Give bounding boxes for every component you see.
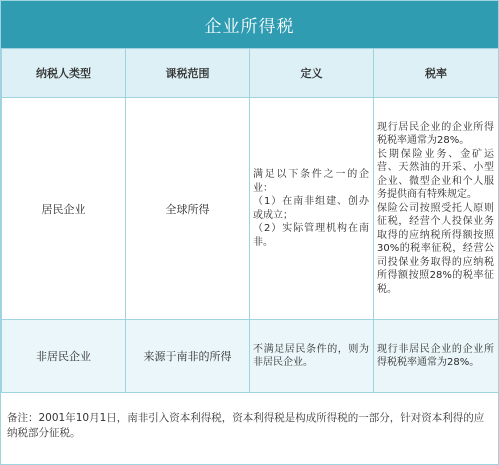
taxpayer-type-cell: 非居民企业 bbox=[2, 320, 126, 393]
tax-rate-text: 现行居民企业的企业所得税税率通常为28%。 bbox=[377, 121, 494, 147]
tax-rate-text: 长期保险业务、金矿运营、天然油的开采、小型企业、微型企业和个人服务提供商有特殊规定。 bbox=[377, 148, 494, 201]
taxpayer-type-cell: 居民企业 bbox=[2, 98, 126, 320]
table-row bbox=[2, 320, 499, 393]
footnote: 备注：2001年10月1日，南非引入资本利得税，资本利得税是构成所得税的一部分，针对资本利得的应纳税部分征税。 bbox=[7, 412, 485, 439]
tax-rate-cell bbox=[374, 98, 499, 320]
tax-scope-cell: 来源于南非的所得 bbox=[126, 320, 250, 393]
tax-rate-text: 现行非居民企业的企业所得税税率通常为28%。 bbox=[377, 343, 494, 368]
table-row bbox=[2, 98, 499, 320]
definition-cell bbox=[250, 320, 374, 393]
definition-cell bbox=[250, 98, 374, 320]
tax-rate-text: 保险公司按照受托人原则征税，经营个人投保业务取得的应纳税所得额按照30%的税率征税，经营公司投保业务取得的应纳税所得额按照28%的税率征税。 bbox=[377, 202, 494, 295]
tax-scope-cell: 全球所得 bbox=[126, 98, 250, 320]
column-header-definition: 定义 bbox=[250, 49, 374, 98]
definition-text: 满足以下条件之一的企业： bbox=[253, 169, 369, 194]
definition-text: （2）实际管理机构在南非。 bbox=[253, 223, 369, 248]
corporate-income-tax-table bbox=[1, 48, 499, 393]
page-title: 企业所得税 bbox=[1, 1, 498, 48]
column-header-tax-rate: 税率 bbox=[374, 49, 499, 98]
tax-rate-cell bbox=[374, 320, 499, 393]
column-header-tax-scope: 课税范围 bbox=[126, 49, 250, 98]
column-header-taxpayer-type: 纳税人类型 bbox=[2, 49, 126, 98]
definition-text: 不满足居民条件的，则为非居民企业。 bbox=[253, 343, 369, 368]
table-header-row bbox=[2, 49, 499, 98]
definition-text: （1）在南非组建、创办或成立； bbox=[253, 196, 369, 221]
